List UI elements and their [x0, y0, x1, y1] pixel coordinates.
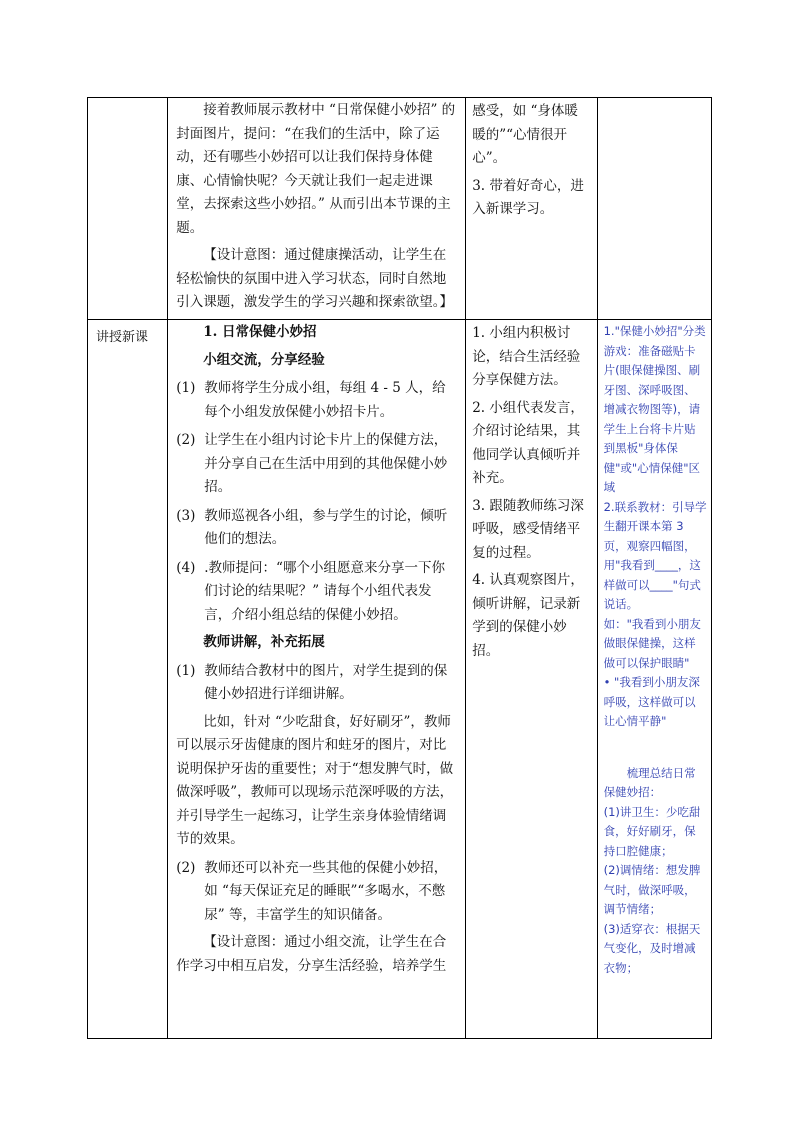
design-intent-paragraph: 【设计意图：通过小组交流，让学生在合作学习中相互启发，分享生活经验，培养学生 [176, 934, 447, 974]
list-item: (2) 教师还可以补充一些其他的保健小妙招，如 “每天保证充足的睡眠”“多喝水，不憋尿” 等，丰富学生的知识储备。 [176, 859, 448, 923]
example-paragraph: 比如，针对 “少吃甜食，好好刷牙”，教师可以展示牙齿健康的图片和蛀牙的图片，对比说明保护牙齿的重要性；对于“想发脾气时，做做深呼吸”，教师可以现场示范深呼吸的方法，并引导学生一起练习，让学生亲身体验情绪调节的效果。 [176, 713, 454, 847]
student-activity-cell [466, 320, 597, 1039]
student-response-text: 3. 带着好奇心，进入新课学习。 [472, 177, 584, 217]
stage-label: 讲授新课 [96, 330, 149, 345]
design-intent-paragraph: 【设计意图：通过健康操活动，让学生在轻松愉快的氛围中进入学习状态，同时自然地引入课题，激发学生的学习兴趣和探索欲望。】 [176, 247, 453, 310]
annotation-item: 1."保健小妙招"分类游戏：准备磁贴卡片(眼保健操图、刷牙图、深呼吸图、增减衣物图等)，请学生上台将卡片贴到黑板"身体保健"或"心情保健"区域 [603, 324, 706, 494]
annotation-item: (1)讲卫生：少吃甜食，好好刷牙，保持口腔健康； [603, 804, 701, 858]
annotation-item: 如："我看到小朋友做眼保健操，这样做可以保护眼睛" [603, 616, 701, 670]
list-item: (2) 让学生在小组内讨论卡片上的保健方法，并分享自己在生活中用到的其他保健小妙招。 [176, 432, 448, 495]
annotation-cell [597, 98, 711, 320]
student-activity-item: 3. 跟随教师练习深呼吸，感受情绪平复的过程。 [472, 497, 584, 561]
student-activity-item: 1. 小组内积极讨论，结合生活经验分享保健方法。 [472, 325, 581, 388]
teacher-activity-cell [168, 98, 466, 320]
list-item: (3) 教师巡视各小组，参与学生的讨论，倾听他们的想法。 [176, 507, 448, 547]
list-item: (4) .教师提问：“哪个小组愿意来分享一下你们讨论的结果呢？” 请每个小组代表发言，介绍小组总结的保健小妙招。 [176, 559, 445, 623]
table-row-new-lesson [88, 320, 712, 1039]
list-item: (1) 教师将学生分成小组，每组 4 - 5 人，给每个小组发放保健小妙招卡片。 [176, 380, 446, 420]
annotation-cell [597, 320, 711, 1039]
annotation-item: • "我看到小朋友深呼吸，这样做可以让心情平静" [603, 675, 700, 728]
teacher-activity-cell [168, 320, 466, 1039]
student-activity-item: 4. 认真观察图片，倾听讲解，记录新学到的保健小妙招。 [472, 572, 584, 659]
stage-cell [88, 320, 168, 1039]
student-response-text: 感受，如 “身体暖暖的”“心情很开心”。 [472, 103, 578, 166]
subsection-heading: 教师讲解，补充拓展 [203, 634, 325, 650]
annotation-item: (2)调情绪：想发脾气时，做深呼吸，调节情绪； [603, 863, 701, 916]
list-item: (1) 教师结合教材中的图片，对学生提到的保健小妙招进行详细讲解。 [176, 662, 448, 702]
student-activity-item: 2. 小组代表发言，介绍讨论结果，其他同学认真倾听并补充。 [472, 399, 584, 486]
annotation-summary-title: 梳理总结日常保健妙招： [603, 765, 696, 799]
intro-paragraph: 接着教师展示教材中 “日常保健小妙招” 的封面图片，提问：“在我们的生活中，除了运动，还有哪些小妙招可以让我们保持身体健康、心情愉快呢？今天就让我们一起走进课堂，去探索这些小妙招。” 从而引出本节课的主题。 [176, 102, 456, 236]
lesson-plan-table [87, 97, 712, 1039]
student-activity-cell [466, 98, 597, 320]
subsection-heading: 小组交流，分享经验 [203, 351, 325, 368]
stage-cell [88, 98, 168, 320]
table-row-intro [88, 98, 712, 320]
annotation-item: (3)适穿衣：根据天气变化，及时增减衣物； [603, 921, 701, 975]
section-heading: 1. 日常保健小妙招 [203, 324, 317, 340]
annotation-item: 2.联系教材：引导学生翻开课本第 3 页，观察四幅图，用"我看到____，这样做可以____"句式说话。 [603, 499, 707, 611]
